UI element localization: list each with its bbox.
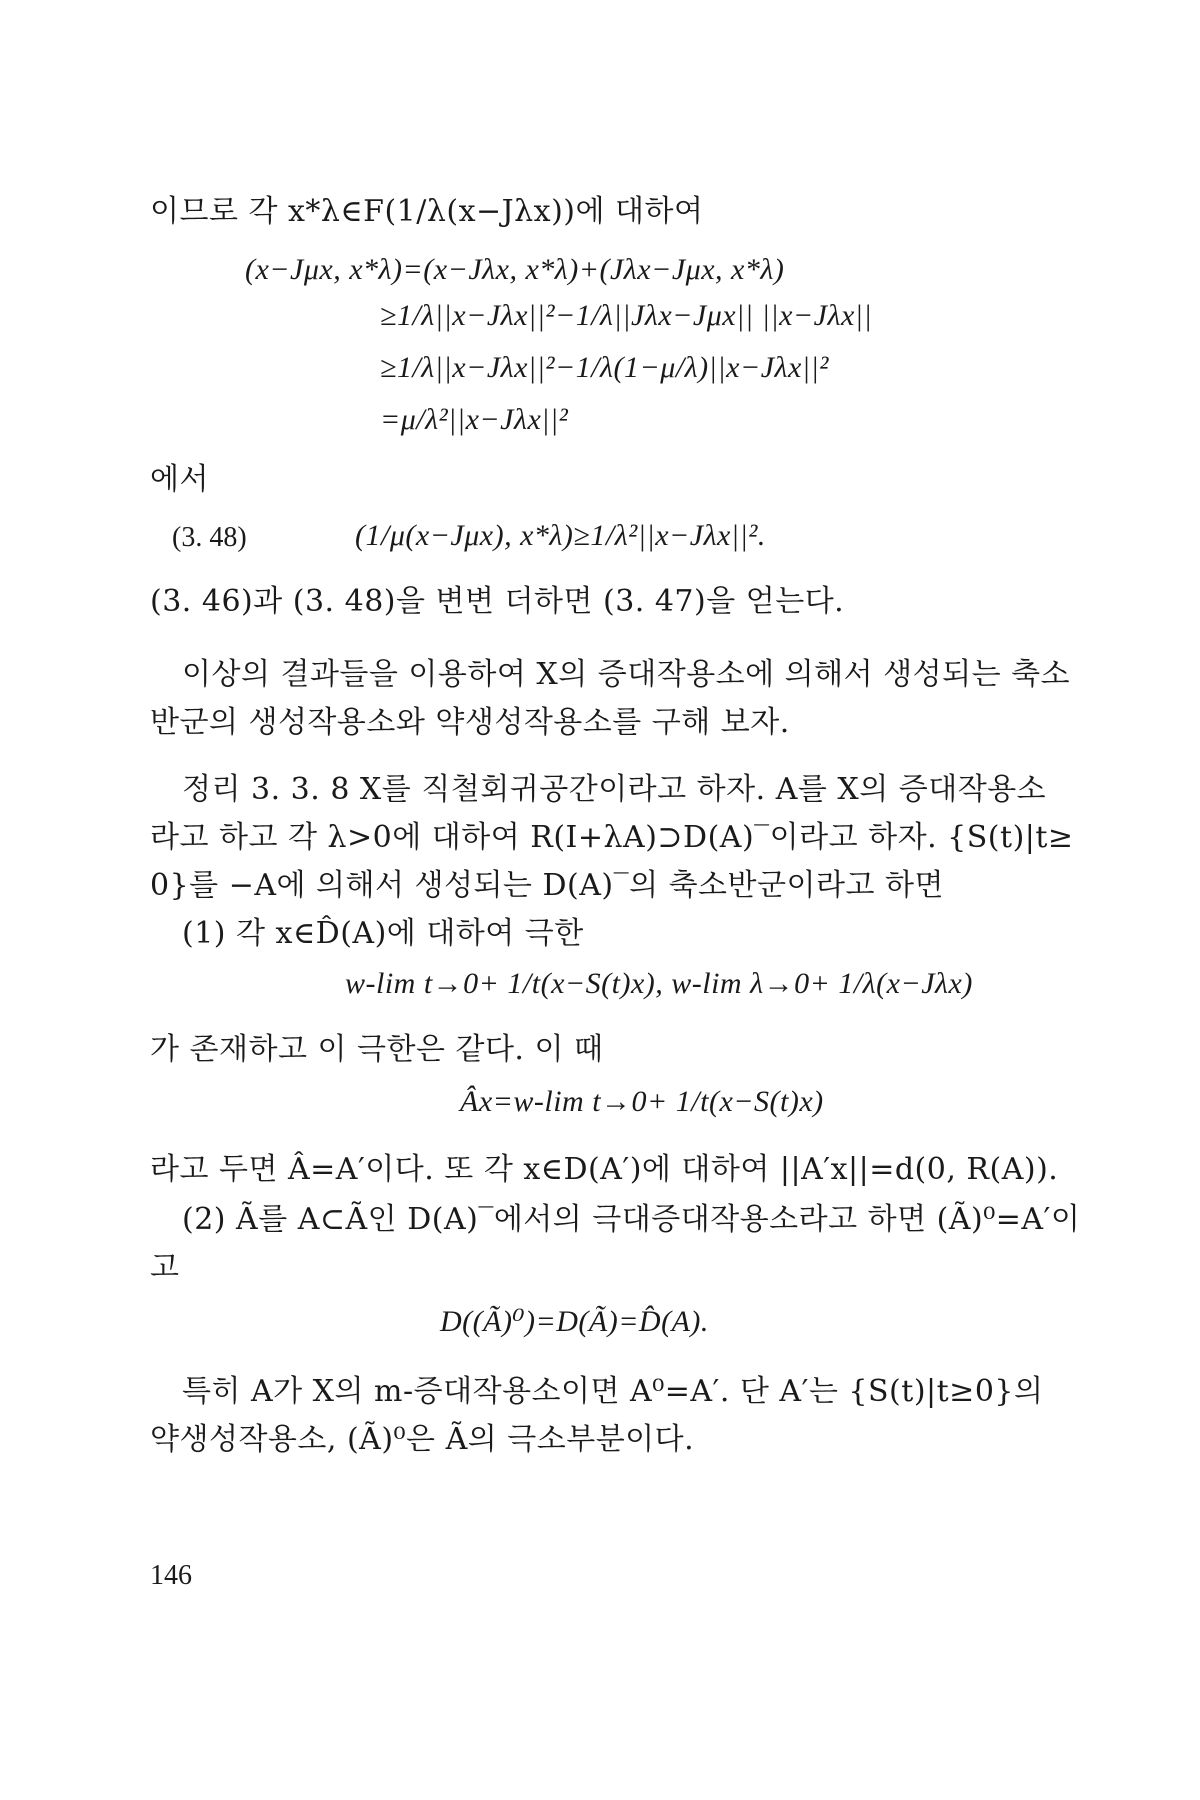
theorem-line-9: 특히 A가 X의 m-증대작용소이면 A⁰=A′. 단 A′는 {S(t)|t≥0}의 — [182, 1374, 1044, 1409]
equation-number: (3. 48) — [172, 522, 247, 553]
theorem-line-10: 약생성작용소, (Ã)⁰은 Ã의 극소부분이다. — [150, 1422, 695, 1457]
text-line-3: (3. 46)과 (3. 48)을 변변 더하면 (3. 47)을 얻는다. — [150, 584, 845, 619]
page-number: 146 — [150, 1560, 192, 1591]
theorem-item-1: (1) 각 x∈D̂(A)에 대하여 극한 — [182, 916, 584, 951]
paragraph-line-1: 이상의 결과들을 이용하여 X의 증대작용소에 의해서 생성되는 축소 — [182, 657, 1071, 692]
equation-line-2: ≥1/λ||x−Jλx||²−1/λ||Jλx−Jμx|| ||x−Jλx|| — [380, 299, 873, 332]
equation-3-48: (1/μ(x−Jμx), x*λ)≥1/λ²||x−Jλx||². — [355, 519, 766, 552]
a-hat-definition: Âx=w-lim t→0+ 1/t(x−S(t)x) — [460, 1085, 824, 1118]
equation-line-4: =μ/λ²||x−Jλx||² — [380, 403, 569, 436]
equation-line-3: ≥1/λ||x−Jλx||²−1/λ(1−μ/λ)||x−Jλx||² — [380, 351, 829, 384]
limit-equation: w-lim t→0+ 1/t(x−S(t)x), w-lim λ→0+ 1/λ(x−Jλx) — [345, 967, 973, 1000]
theorem-line-6: 라고 두면 Â=A′이다. 또 각 x∈D(A′)에 대하여 ||A′x||=d(0, R(A)). — [150, 1152, 1059, 1187]
equation-line-1: (x−Jμx, x*λ)=(x−Jλx, x*λ)+(Jλx−Jμx, x*λ) — [245, 253, 785, 286]
theorem-item-2: (2) Ã를 A⊂Ã인 D(A)‾에서의 극대증대작용소라고 하면 (Ã)⁰=A′이 — [182, 1202, 1081, 1237]
paragraph-line-2: 반군의 생성작용소와 약생성작용소를 구해 보자. — [150, 705, 790, 740]
text-line-1: 이므로 각 x*λ∈F(1/λ(x−Jλx))에 대하여 — [150, 194, 704, 229]
theorem-line-2: 라고 하고 각 λ>0에 대하여 R(I+λA)⊃D(A)‾이라고 하자. {S(t)|t≥ — [150, 820, 1074, 855]
theorem-line-5: 가 존재하고 이 극한은 같다. 이 때 — [150, 1032, 604, 1067]
domain-equation: D((Ã)⁰)=D(Ã)=D̂(A). — [440, 1305, 709, 1338]
theorem-line-3: 0}를 −A에 의해서 생성되는 D(A)‾의 축소반군이라고 하면 — [150, 868, 944, 903]
theorem-line-8: 고 — [150, 1250, 180, 1285]
text-line-2: 에서 — [150, 462, 209, 497]
theorem-title-line: 정리 3. 3. 8 X를 직철회귀공간이라고 하자. A를 X의 증대작용소 — [182, 772, 1047, 807]
